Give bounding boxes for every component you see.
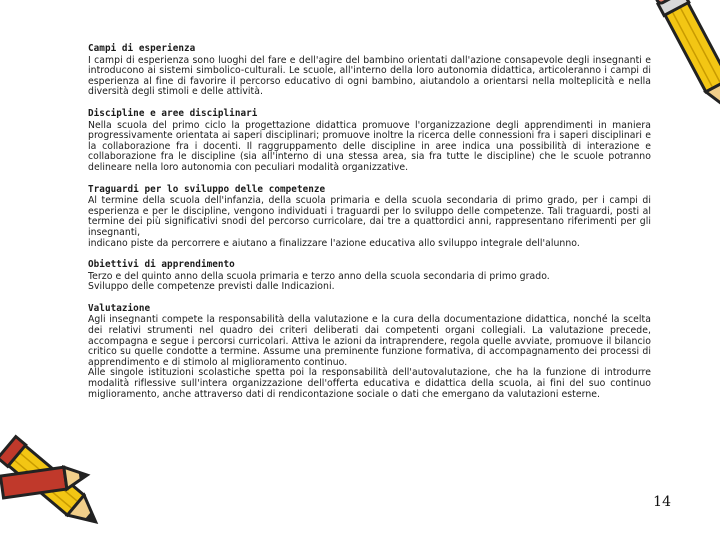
section-paragraph: indicano piste da percorrere e aiutano a finalizzare l'azione educativa allo sviluppo integrale dell'alunno. bbox=[88, 237, 580, 249]
document-body bbox=[88, 44, 651, 411]
section-obiettivi bbox=[88, 260, 651, 293]
section-traguardi bbox=[88, 185, 651, 250]
section-paragraph: Al termine della scuola dell'infanzia, della scuola primaria e della scuola secondaria di primo grado, per i campi di esperienza e per le discipline, vengono individuati i traguardi per lo sviluppo delle competenze. Tali traguardi, posti al termine dei più significativi snodi del percorso curricolare, dai tre a quattordici anni, rappresentano riferimenti per gli insegnanti, bbox=[88, 195, 651, 238]
section-title: Traguardi per lo sviluppo delle competenze bbox=[88, 183, 326, 195]
section-paragraph: Terzo e del quinto anno della scuola primaria e terzo anno della scuola secondaria di primo grado. bbox=[88, 270, 550, 282]
section-valutazione bbox=[88, 304, 651, 400]
section-paragraph: I campi di esperienza sono luoghi del fare e dell'agire del bambino orientati dall'azione consapevole degli insegnanti e introducono ai sistemi simbolico-culturali. Le scuole, all'interno della loro autonomia didattica, articoleranno i campi di esperienza al fine di favorire il percorso educativo di ogni bambino, aiutandolo a orientarsi nella molteplicità e nella diversità degli stimoli e delle attività. bbox=[88, 54, 651, 98]
page-number: 14 bbox=[653, 494, 671, 510]
section-discipline bbox=[88, 109, 651, 174]
section-paragraph: Agli insegnanti compete la responsabilità della valutazione e la cura della documentazione didattica, nonché la scelta dei relativi strumenti nel quadro dei criteri deliberati dai competenti organi collegiali. La valutazione precede, accompagna e segue i percorsi curricolari. Attiva le azioni da intraprendere, regola quelle avviate, promuove il bilancio critico su quelle condotte a termine. Assume una preminente funzione formativa, di accompagnamento dei processi di apprendimento e di stimolo al miglioramento continuo. bbox=[88, 314, 651, 368]
pencil-icon-bottom-left bbox=[0, 425, 112, 540]
section-paragraph: Alle singole istituzioni scolastiche spetta poi la responsabilità dell'autovalutazione, che ha la funzione di introdurre modalità riflessive sull'intera organizzazione dell'offerta educativa e didattica della scuola, ai fini del suo continuo miglioramento, anche attraverso dati di rendicontazione sociale o dati che emergano da valutazioni esterne. bbox=[88, 367, 651, 400]
section-title: Discipline e aree disciplinari bbox=[88, 107, 258, 119]
section-campi-di-esperienza bbox=[88, 44, 651, 98]
section-title: Obiettivi di apprendimento bbox=[88, 259, 235, 271]
section-paragraph: Sviluppo delle competenze previsti dalle Indicazioni. bbox=[88, 281, 335, 293]
section-title: Valutazione bbox=[88, 302, 151, 314]
section-paragraph: Nella scuola del primo ciclo la progettazione didattica promuove l'organizzazione degli apprendimenti in maniera progressivamente orientata ai saperi disciplinari; promuove inoltre la ricerca delle connessioni fra i saperi disciplinari e la collaborazione fra i docenti. Il raggruppamento delle discipline in aree indica una possibilità di interazione e collaborazione fra le discipline (sia all'interno di una stessa area, sia fra tutte le discipline) che le scuole potranno delineare nella loro autonomia con peculiari modalità organizzative. bbox=[88, 119, 651, 173]
section-title: Campi di esperienza bbox=[88, 43, 196, 54]
